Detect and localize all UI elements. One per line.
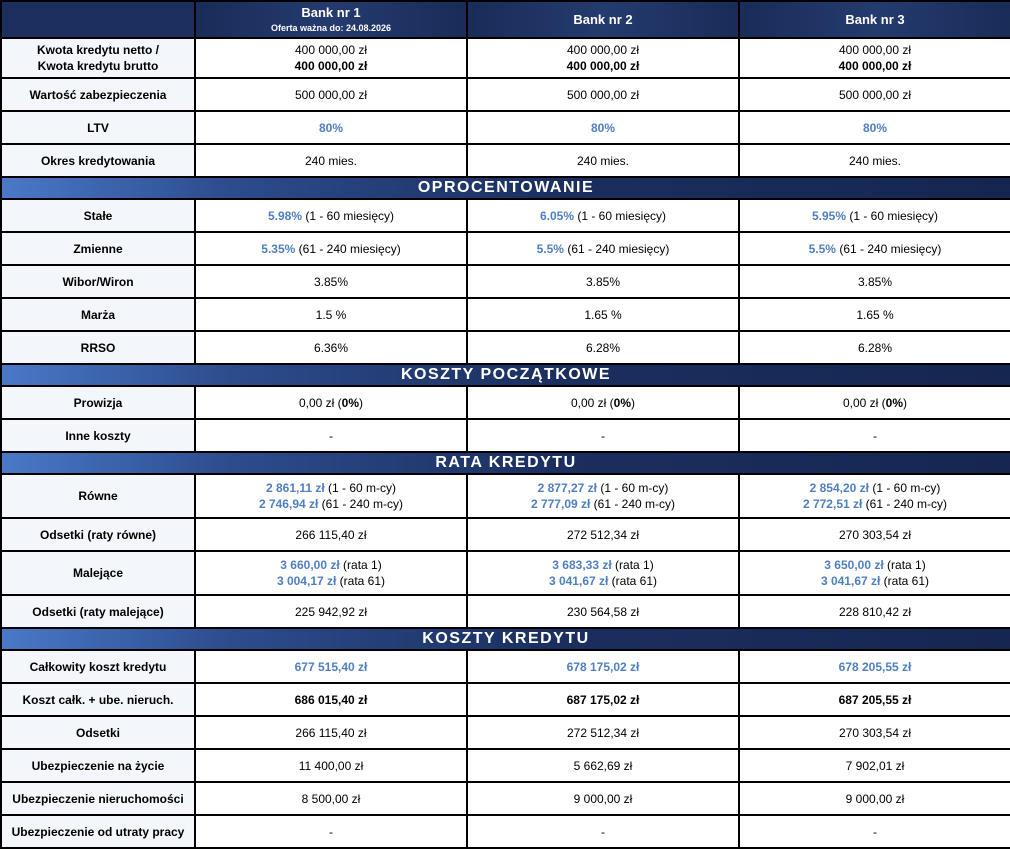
cell-value: 6.28% (467, 331, 739, 364)
cell-value: 240 mies. (195, 144, 467, 177)
cell-rate: 5.98% (1 - 60 miesięcy) (195, 199, 467, 232)
row-label: Koszt całk. + ube. nieruch. (1, 683, 195, 716)
cell-value: 500 000,00 zł (195, 78, 467, 111)
row-label: Wartość zabezpieczenia (1, 78, 195, 111)
cell-kwota: 400 000,00 zł 400 000,00 zł (195, 38, 467, 78)
row-label: Odsetki (1, 716, 195, 749)
cell-rate: 5.95% (1 - 60 miesięcy) (739, 199, 1010, 232)
cell-value: 225 942,92 zł (195, 595, 467, 628)
cell-value: - (739, 419, 1010, 452)
row-odsetki-malejace (1, 595, 1010, 628)
row-label: Okres kredytowania (1, 144, 195, 177)
cell-value: 230 564,58 zł (467, 595, 739, 628)
row-label: Stałe (1, 199, 195, 232)
cell-value: 677 515,40 zł (195, 650, 467, 683)
row-ltv (1, 111, 1010, 144)
header-row (1, 1, 1010, 38)
cell-value: - (467, 815, 739, 848)
header-corner (1, 1, 195, 38)
row-label: Ubezpieczenie na życie (1, 749, 195, 782)
cell-value: 7 902,01 zł (739, 749, 1010, 782)
section-header-oprocentowanie (1, 177, 1010, 199)
cell-value: 5 662,69 zł (467, 749, 739, 782)
cell-kwota: 400 000,00 zł 400 000,00 zł (467, 38, 739, 78)
section-title: KOSZTY POCZĄTKOWE (1, 364, 1010, 386)
cell-value: - (467, 419, 739, 452)
section-header-koszty-poczatkowe (1, 364, 1010, 386)
row-label: Malejące (1, 551, 195, 595)
row-ub-nieruch (1, 782, 1010, 815)
cell-value: - (195, 815, 467, 848)
row-label: Ubezpieczenie od utraty pracy (1, 815, 195, 848)
cell-value: 500 000,00 zł (467, 78, 739, 111)
cell-value: 0,00 zł (0%) (467, 386, 739, 419)
row-label: LTV (1, 111, 195, 144)
row-calkowity-koszt (1, 650, 1010, 683)
cell-value: 678 205,55 zł (739, 650, 1010, 683)
cell-value: 240 mies. (739, 144, 1010, 177)
cell-rate: 5.5% (61 - 240 miesięcy) (467, 232, 739, 265)
cell-rate: 5.5% (61 - 240 miesięcy) (739, 232, 1010, 265)
cell-value: 0,00 zł (0%) (195, 386, 467, 419)
cell-value: 6.36% (195, 331, 467, 364)
row-odsetki-rowne (1, 518, 1010, 551)
row-ub-praca (1, 815, 1010, 848)
cell-kwota: 400 000,00 zł 400 000,00 zł (739, 38, 1010, 78)
section-header-koszty-kredytu (1, 628, 1010, 650)
row-ub-zycie (1, 749, 1010, 782)
row-label: Inne koszty (1, 419, 195, 452)
cell-installment: 2 861,11 zł (1 - 60 m-cy) 2 746,94 zł (61 - 240 m-cy) (195, 474, 467, 518)
cell-installment: 3 650,00 zł (rata 1) 3 041,67 zł (rata 61) (739, 551, 1010, 595)
cell-value: 266 115,40 zł (195, 518, 467, 551)
row-label: Ubezpieczenie nieruchomości (1, 782, 195, 815)
cell-installment: 2 854,20 zł (1 - 60 m-cy) 2 772,51 zł (61 - 240 m-cy) (739, 474, 1010, 518)
section-header-rata (1, 452, 1010, 474)
cell-value: 3.85% (195, 265, 467, 298)
cell-value: 500 000,00 zł (739, 78, 1010, 111)
cell-value: 8 500,00 zł (195, 782, 467, 815)
cell-value: 270 303,54 zł (739, 518, 1010, 551)
cell-value: 80% (739, 111, 1010, 144)
row-rrso (1, 331, 1010, 364)
row-label: Równe (1, 474, 195, 518)
row-rowne (1, 474, 1010, 518)
row-label: Odsetki (raty malejące) (1, 595, 195, 628)
row-kwota (1, 38, 1010, 78)
section-title: OPROCENTOWANIE (1, 177, 1010, 199)
row-odsetki (1, 716, 1010, 749)
cell-value: 228 810,42 zł (739, 595, 1010, 628)
row-malejace (1, 551, 1010, 595)
row-inne-koszty (1, 419, 1010, 452)
cell-value: 240 mies. (467, 144, 739, 177)
row-label: Odsetki (raty równe) (1, 518, 195, 551)
row-marza (1, 298, 1010, 331)
row-label: Marża (1, 298, 195, 331)
cell-value: - (739, 815, 1010, 848)
cell-rate: 6.05% (1 - 60 miesięcy) (467, 199, 739, 232)
row-label: Całkowity koszt kredytu (1, 650, 195, 683)
cell-value: 687 205,55 zł (739, 683, 1010, 716)
bank-name: Bank nr 1 (301, 5, 361, 20)
cell-value: 80% (467, 111, 739, 144)
row-zmienne (1, 232, 1010, 265)
cell-value: 272 512,34 zł (467, 518, 739, 551)
row-label: Zmienne (1, 232, 195, 265)
bank-header-3 (739, 1, 1010, 38)
cell-value: 80% (195, 111, 467, 144)
cell-value: 687 175,02 zł (467, 683, 739, 716)
cell-value: 1.65 % (467, 298, 739, 331)
row-label: RRSO (1, 331, 195, 364)
cell-value: 3.85% (467, 265, 739, 298)
row-okres (1, 144, 1010, 177)
cell-value: 11 400,00 zł (195, 749, 467, 782)
cell-value: 686 015,40 zł (195, 683, 467, 716)
row-koszt-ube (1, 683, 1010, 716)
bank-name: Bank nr 2 (573, 11, 633, 27)
cell-value: 0,00 zł (0%) (739, 386, 1010, 419)
cell-value: - (195, 419, 467, 452)
row-zabezpieczenie (1, 78, 1010, 111)
row-wibor (1, 265, 1010, 298)
row-prowizja (1, 386, 1010, 419)
row-label: Kwota kredytu netto / Kwota kredytu brutto (1, 38, 195, 78)
cell-value: 3.85% (739, 265, 1010, 298)
cell-installment: 2 877,27 zł (1 - 60 m-cy) 2 777,09 zł (61 - 240 m-cy) (467, 474, 739, 518)
cell-value: 6.28% (739, 331, 1010, 364)
section-title: RATA KREDYTU (1, 452, 1010, 474)
cell-value: 9 000,00 zł (467, 782, 739, 815)
bank-header-2 (467, 1, 739, 38)
bank-name: Bank nr 3 (845, 11, 905, 27)
section-title: KOSZTY KREDYTU (1, 628, 1010, 650)
cell-value: 270 303,54 zł (739, 716, 1010, 749)
bank-header-1 (195, 1, 467, 38)
row-label: Wibor/Wiron (1, 265, 195, 298)
offer-validity-note: Oferta ważna do: 24.08.2026 (270, 23, 392, 33)
cell-value: 266 115,40 zł (195, 716, 467, 749)
cell-rate: 5.35% (61 - 240 miesięcy) (195, 232, 467, 265)
cell-value: 678 175,02 zł (467, 650, 739, 683)
cell-installment: 3 660,00 zł (rata 1) 3 004,17 zł (rata 61) (195, 551, 467, 595)
row-stale (1, 199, 1010, 232)
cell-value: 1.5 % (195, 298, 467, 331)
cell-value: 9 000,00 zł (739, 782, 1010, 815)
cell-value: 272 512,34 zł (467, 716, 739, 749)
cell-value: 1.65 % (739, 298, 1010, 331)
row-label: Prowizja (1, 386, 195, 419)
cell-installment: 3 683,33 zł (rata 1) 3 041,67 zł (rata 61) (467, 551, 739, 595)
